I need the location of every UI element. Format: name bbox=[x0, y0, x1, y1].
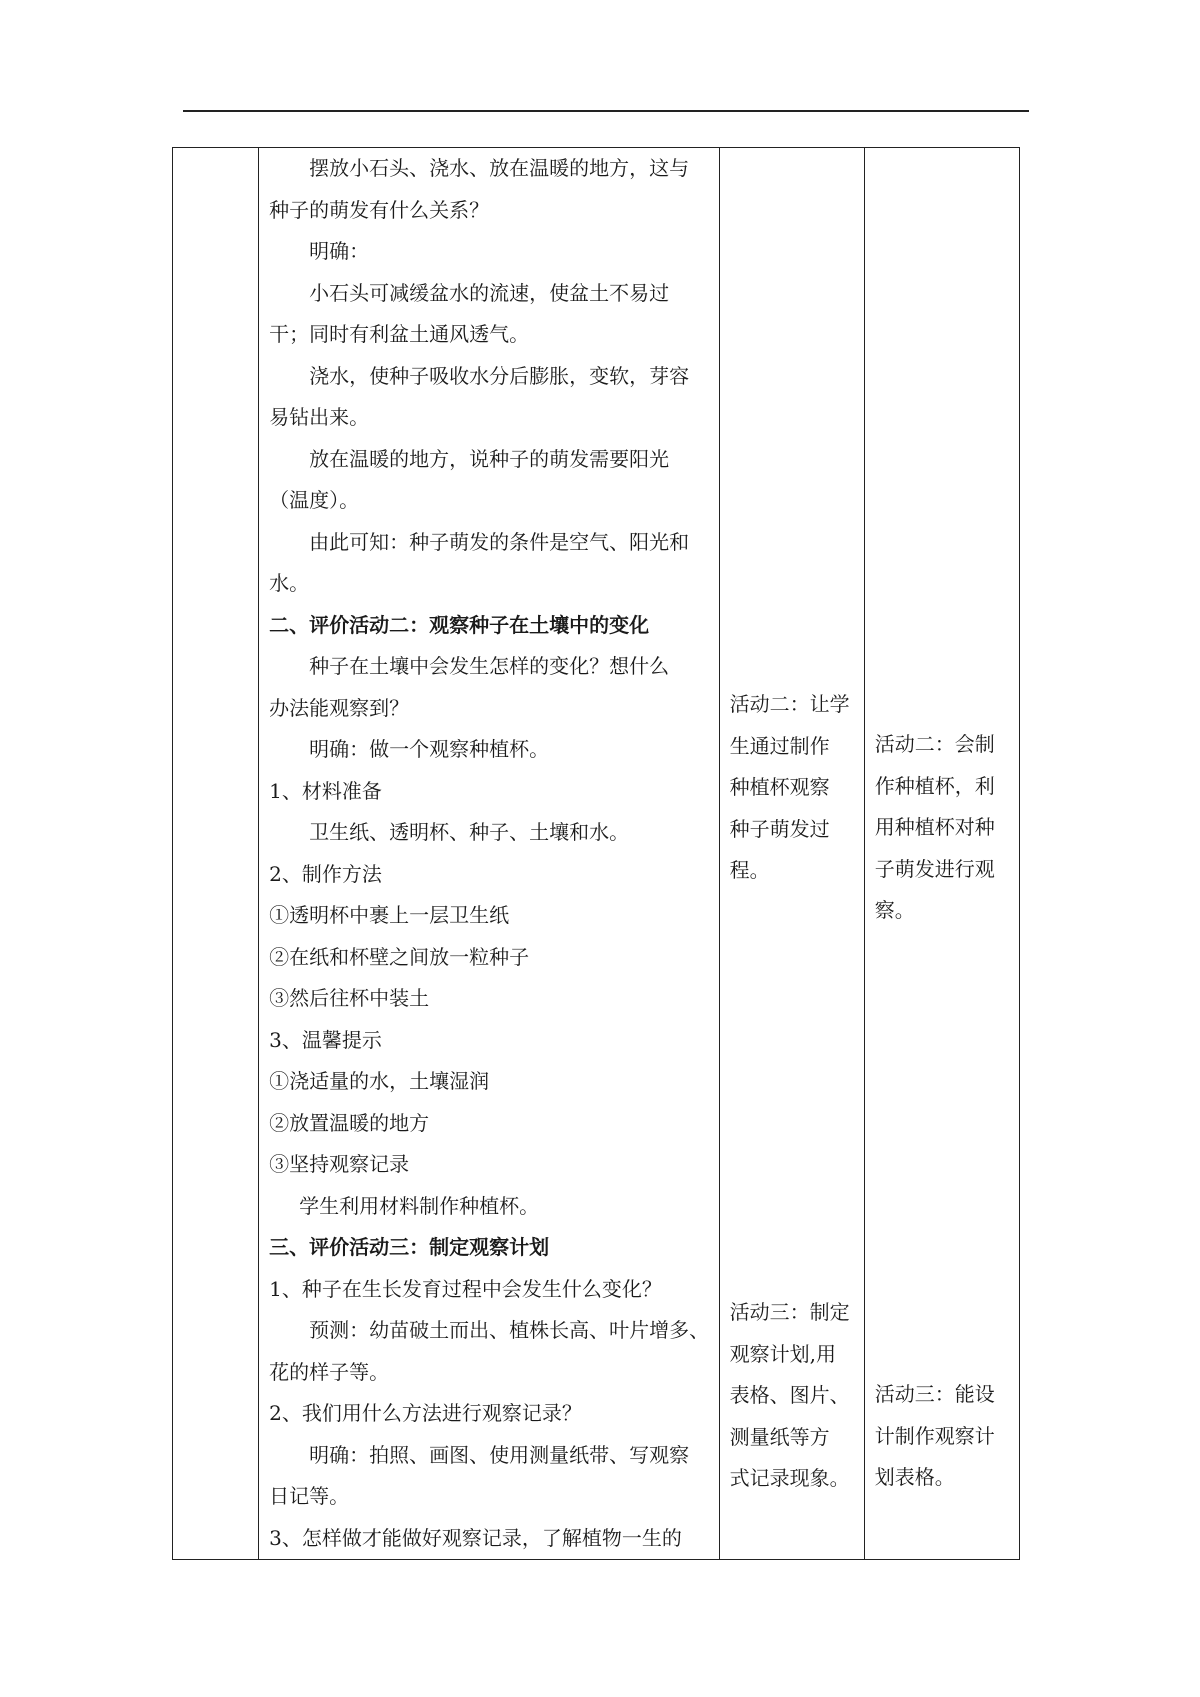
activity-two-intent bbox=[720, 684, 864, 892]
text-line: 干；同时有利盆土通风透气。 bbox=[269, 322, 530, 346]
activity-three-evaluation bbox=[865, 1374, 1019, 1499]
text-line: 3、温馨提示 bbox=[269, 1027, 382, 1052]
text-line: 观察计划,用 bbox=[729, 1341, 836, 1366]
text-line: ①浇适量的水，土壤湿润 bbox=[269, 1069, 490, 1093]
text-line: 种子的萌发有什么关系？ bbox=[269, 197, 490, 222]
text-line: ②放置温暖的地方 bbox=[269, 1110, 430, 1135]
text-line: 学生利用材料制作种植杯。 bbox=[299, 1193, 540, 1218]
text-line: 日记等。 bbox=[269, 1484, 350, 1508]
table-row bbox=[173, 148, 1020, 1560]
text-line: ③然后往杯中装土 bbox=[269, 986, 430, 1010]
text-line: 1、材料准备 bbox=[269, 778, 382, 803]
activity-two-evaluation bbox=[865, 724, 1019, 932]
text-line: 活动三：制定 bbox=[729, 1300, 850, 1324]
text-line: 察。 bbox=[874, 898, 915, 922]
text-line: 划表格。 bbox=[874, 1465, 955, 1489]
text-line: 表格、图片、 bbox=[729, 1383, 850, 1407]
text-line: 卫生纸、透明杯、种子、土壤和水。 bbox=[309, 820, 630, 844]
text-line: 放在温暖的地方，说种子的萌发需要阳光 bbox=[309, 446, 670, 471]
text-line: ②在纸和杯壁之间放一粒种子 bbox=[269, 944, 530, 969]
text-line: 测量纸等方 bbox=[729, 1424, 830, 1449]
section-heading: 二、评价活动二：观察种子在土壤中的变化 bbox=[269, 612, 650, 637]
text-line: 2、我们用什么方法进行观察记录？ bbox=[269, 1401, 582, 1425]
text-line: 计制作观察计 bbox=[874, 1423, 995, 1448]
text-line: 种子萌发过 bbox=[729, 816, 830, 841]
section-label-cell bbox=[173, 148, 259, 1560]
text-line: ①透明杯中裹上一层卫生纸 bbox=[269, 903, 510, 927]
text-line: 种植杯观察 bbox=[729, 775, 830, 799]
text-line: 活动二：会制 bbox=[874, 732, 995, 756]
text-line: 由此可知：种子萌发的条件是空气、阳光和 bbox=[309, 529, 690, 554]
text-line: 作种植杯，利 bbox=[874, 773, 995, 798]
text-line: 1、种子在生长发育过程中会发生什么变化？ bbox=[269, 1276, 662, 1301]
text-line: 3、怎样做才能做好观察记录，了解植物一生的 bbox=[269, 1525, 682, 1550]
text-line: 用种植杯对种 bbox=[874, 815, 995, 839]
teaching-process-cell bbox=[259, 148, 720, 1560]
text-line: 办法能观察到？ bbox=[269, 695, 410, 720]
text-line: 花的样子等。 bbox=[269, 1359, 390, 1384]
text-line: 水。 bbox=[269, 571, 310, 595]
text-line: 预测：幼苗破土而出、植株长高、叶片增多、 bbox=[309, 1318, 710, 1342]
text-line: ③坚持观察记录 bbox=[269, 1152, 410, 1176]
text-line: 式记录现象。 bbox=[729, 1466, 850, 1490]
evaluation-cell bbox=[864, 148, 1019, 1560]
header-rule bbox=[183, 110, 1029, 112]
text-line: （温度）。 bbox=[269, 488, 360, 512]
section-heading: 三、评价活动三：制定观察计划 bbox=[269, 1235, 550, 1259]
lesson-plan-table bbox=[172, 147, 1020, 1560]
text-line: 明确：做一个观察种植杯。 bbox=[309, 737, 550, 761]
text-line: 种子在土壤中会发生怎样的变化？想什么 bbox=[309, 654, 670, 678]
design-intent-cell bbox=[719, 148, 864, 1560]
text-line: 易钻出来。 bbox=[269, 405, 370, 429]
text-line: 活动三：能设 bbox=[874, 1382, 995, 1406]
text-line: 2、制作方法 bbox=[269, 861, 382, 886]
teaching-process-text bbox=[269, 148, 709, 1559]
text-line: 程。 bbox=[729, 858, 770, 882]
text-line: 明确：拍照、画图、使用测量纸带、写观察 bbox=[309, 1442, 690, 1467]
text-line: 活动二：让学 bbox=[729, 692, 850, 716]
text-line: 生通过制作 bbox=[729, 733, 830, 758]
text-line: 摆放小石头、浇水、放在温暖的地方，这与 bbox=[309, 156, 690, 180]
text-line: 浇水，使种子吸收水分后膨胀，变软，芽容 bbox=[309, 363, 690, 388]
text-line: 子萌发进行观 bbox=[874, 856, 995, 881]
text-line: 小石头可减缓盆水的流速，使盆土不易过 bbox=[309, 280, 670, 305]
activity-three-intent bbox=[720, 1292, 864, 1500]
text-line: 明确： bbox=[309, 239, 370, 263]
